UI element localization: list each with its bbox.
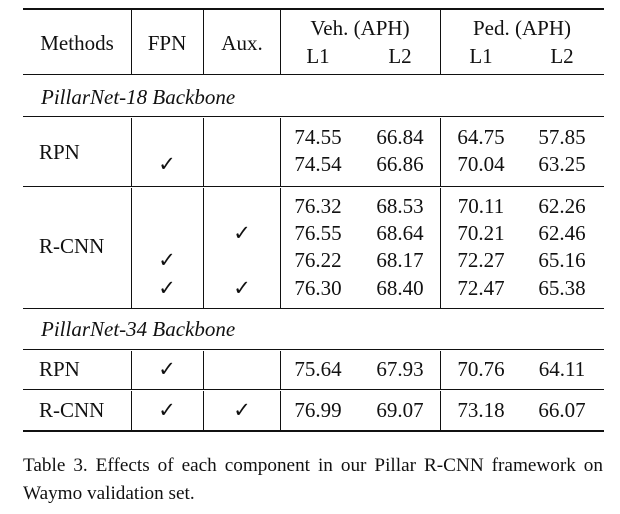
cell-veh-l1: 76.55 xyxy=(294,221,342,245)
cell-veh-l2: 69.07 xyxy=(376,398,424,422)
cell-veh-l2: 68.17 xyxy=(376,248,424,272)
col-divider-aux xyxy=(280,351,281,389)
col-divider-methods xyxy=(131,188,132,308)
cell-ped-l2: 64.11 xyxy=(538,357,586,381)
table-top-rule xyxy=(23,8,604,10)
header-bottom-rule xyxy=(23,74,604,75)
cell-ped-l2: 62.26 xyxy=(538,194,586,218)
cell-ped-l2: 66.07 xyxy=(538,398,586,422)
fpn-check-mark: ✓ xyxy=(158,276,176,300)
col-divider-fpn xyxy=(203,118,204,186)
cell-ped-l1: 70.04 xyxy=(457,152,505,176)
rpn18-bottom-rule xyxy=(23,186,604,187)
cell-veh-l1: 74.54 xyxy=(294,152,342,176)
cell-veh-l1: 74.55 xyxy=(294,125,342,149)
col-divider-methods xyxy=(131,391,132,430)
header-ped-l2: L2 xyxy=(550,44,574,68)
col-divider-aux xyxy=(280,10,281,74)
header-methods: Methods xyxy=(40,31,114,55)
cell-ped-l1: 73.18 xyxy=(457,398,505,422)
section2-bottom-rule xyxy=(23,349,604,350)
aux-check-mark: ✓ xyxy=(233,221,251,245)
fpn-check-mark: ✓ xyxy=(158,248,176,272)
header-ped-l1: L1 xyxy=(469,44,493,68)
cell-ped-l2: 63.25 xyxy=(538,152,586,176)
col-divider-fpn xyxy=(203,351,204,389)
method-label: R-CNN xyxy=(39,398,105,422)
col-divider-methods xyxy=(131,351,132,389)
col-divider-veh xyxy=(440,118,441,186)
cell-ped-l1: 70.76 xyxy=(457,357,505,381)
cell-veh-l1: 76.99 xyxy=(294,398,342,422)
col-divider-aux xyxy=(280,391,281,430)
cell-ped-l1: 72.47 xyxy=(457,276,505,300)
col-divider-fpn xyxy=(203,391,204,430)
fpn-check-mark: ✓ xyxy=(158,398,176,422)
cell-ped-l1: 64.75 xyxy=(457,125,505,149)
header-veh: Veh. (APH) xyxy=(310,16,410,40)
cell-veh-l2: 66.86 xyxy=(376,152,424,176)
rcnn18-bottom-rule xyxy=(23,308,604,309)
col-divider-aux xyxy=(280,118,281,186)
col-divider-fpn xyxy=(203,10,204,74)
header-ped: Ped. (APH) xyxy=(473,16,571,40)
cell-ped-l1: 72.27 xyxy=(457,248,505,272)
method-label: R-CNN xyxy=(39,234,105,258)
col-divider-veh xyxy=(440,188,441,308)
cell-veh-l2: 68.40 xyxy=(376,276,424,300)
cell-veh-l2: 67.93 xyxy=(376,357,424,381)
fpn-check-mark: ✓ xyxy=(158,152,176,176)
cell-veh-l1: 76.30 xyxy=(294,276,342,300)
cell-veh-l1: 75.64 xyxy=(294,357,342,381)
header-fpn: FPN xyxy=(147,31,187,55)
aux-check-mark: ✓ xyxy=(233,276,251,300)
section-title-pillarnet34: PillarNet-34 Backbone xyxy=(41,317,236,341)
section1-bottom-rule xyxy=(23,116,604,117)
table-bottom-rule xyxy=(23,430,604,432)
cell-ped-l2: 65.38 xyxy=(538,276,586,300)
cell-ped-l1: 70.21 xyxy=(457,221,505,245)
cell-ped-l1: 70.11 xyxy=(457,194,505,218)
col-divider-veh xyxy=(440,391,441,430)
col-divider-aux xyxy=(280,188,281,308)
table-caption: Table 3. Effects of each component in our Pillar R-CNN framework on Waymo validation set. xyxy=(23,455,603,504)
cell-veh-l2: 68.53 xyxy=(376,194,424,218)
method-label: RPN xyxy=(39,140,80,164)
cell-ped-l2: 57.85 xyxy=(538,125,586,149)
fpn-check-mark: ✓ xyxy=(158,357,176,381)
cell-ped-l2: 62.46 xyxy=(538,221,586,245)
aux-check-mark: ✓ xyxy=(233,398,251,422)
col-divider-methods xyxy=(131,10,132,74)
section-title-pillarnet18: PillarNet-18 Backbone xyxy=(41,85,236,109)
col-divider-fpn xyxy=(203,188,204,308)
cell-veh-l1: 76.32 xyxy=(294,194,342,218)
cell-ped-l2: 65.16 xyxy=(538,248,586,272)
cell-veh-l1: 76.22 xyxy=(294,248,342,272)
rpn34-bottom-rule xyxy=(23,389,604,390)
col-divider-veh xyxy=(440,10,441,74)
cell-veh-l2: 68.64 xyxy=(376,221,424,245)
header-veh-l2: L2 xyxy=(388,44,412,68)
header-aux: Aux. xyxy=(221,31,263,55)
col-divider-methods xyxy=(131,118,132,186)
col-divider-veh xyxy=(440,351,441,389)
header-veh-l1: L1 xyxy=(306,44,330,68)
cell-veh-l2: 66.84 xyxy=(376,125,424,149)
method-label: RPN xyxy=(39,357,80,381)
